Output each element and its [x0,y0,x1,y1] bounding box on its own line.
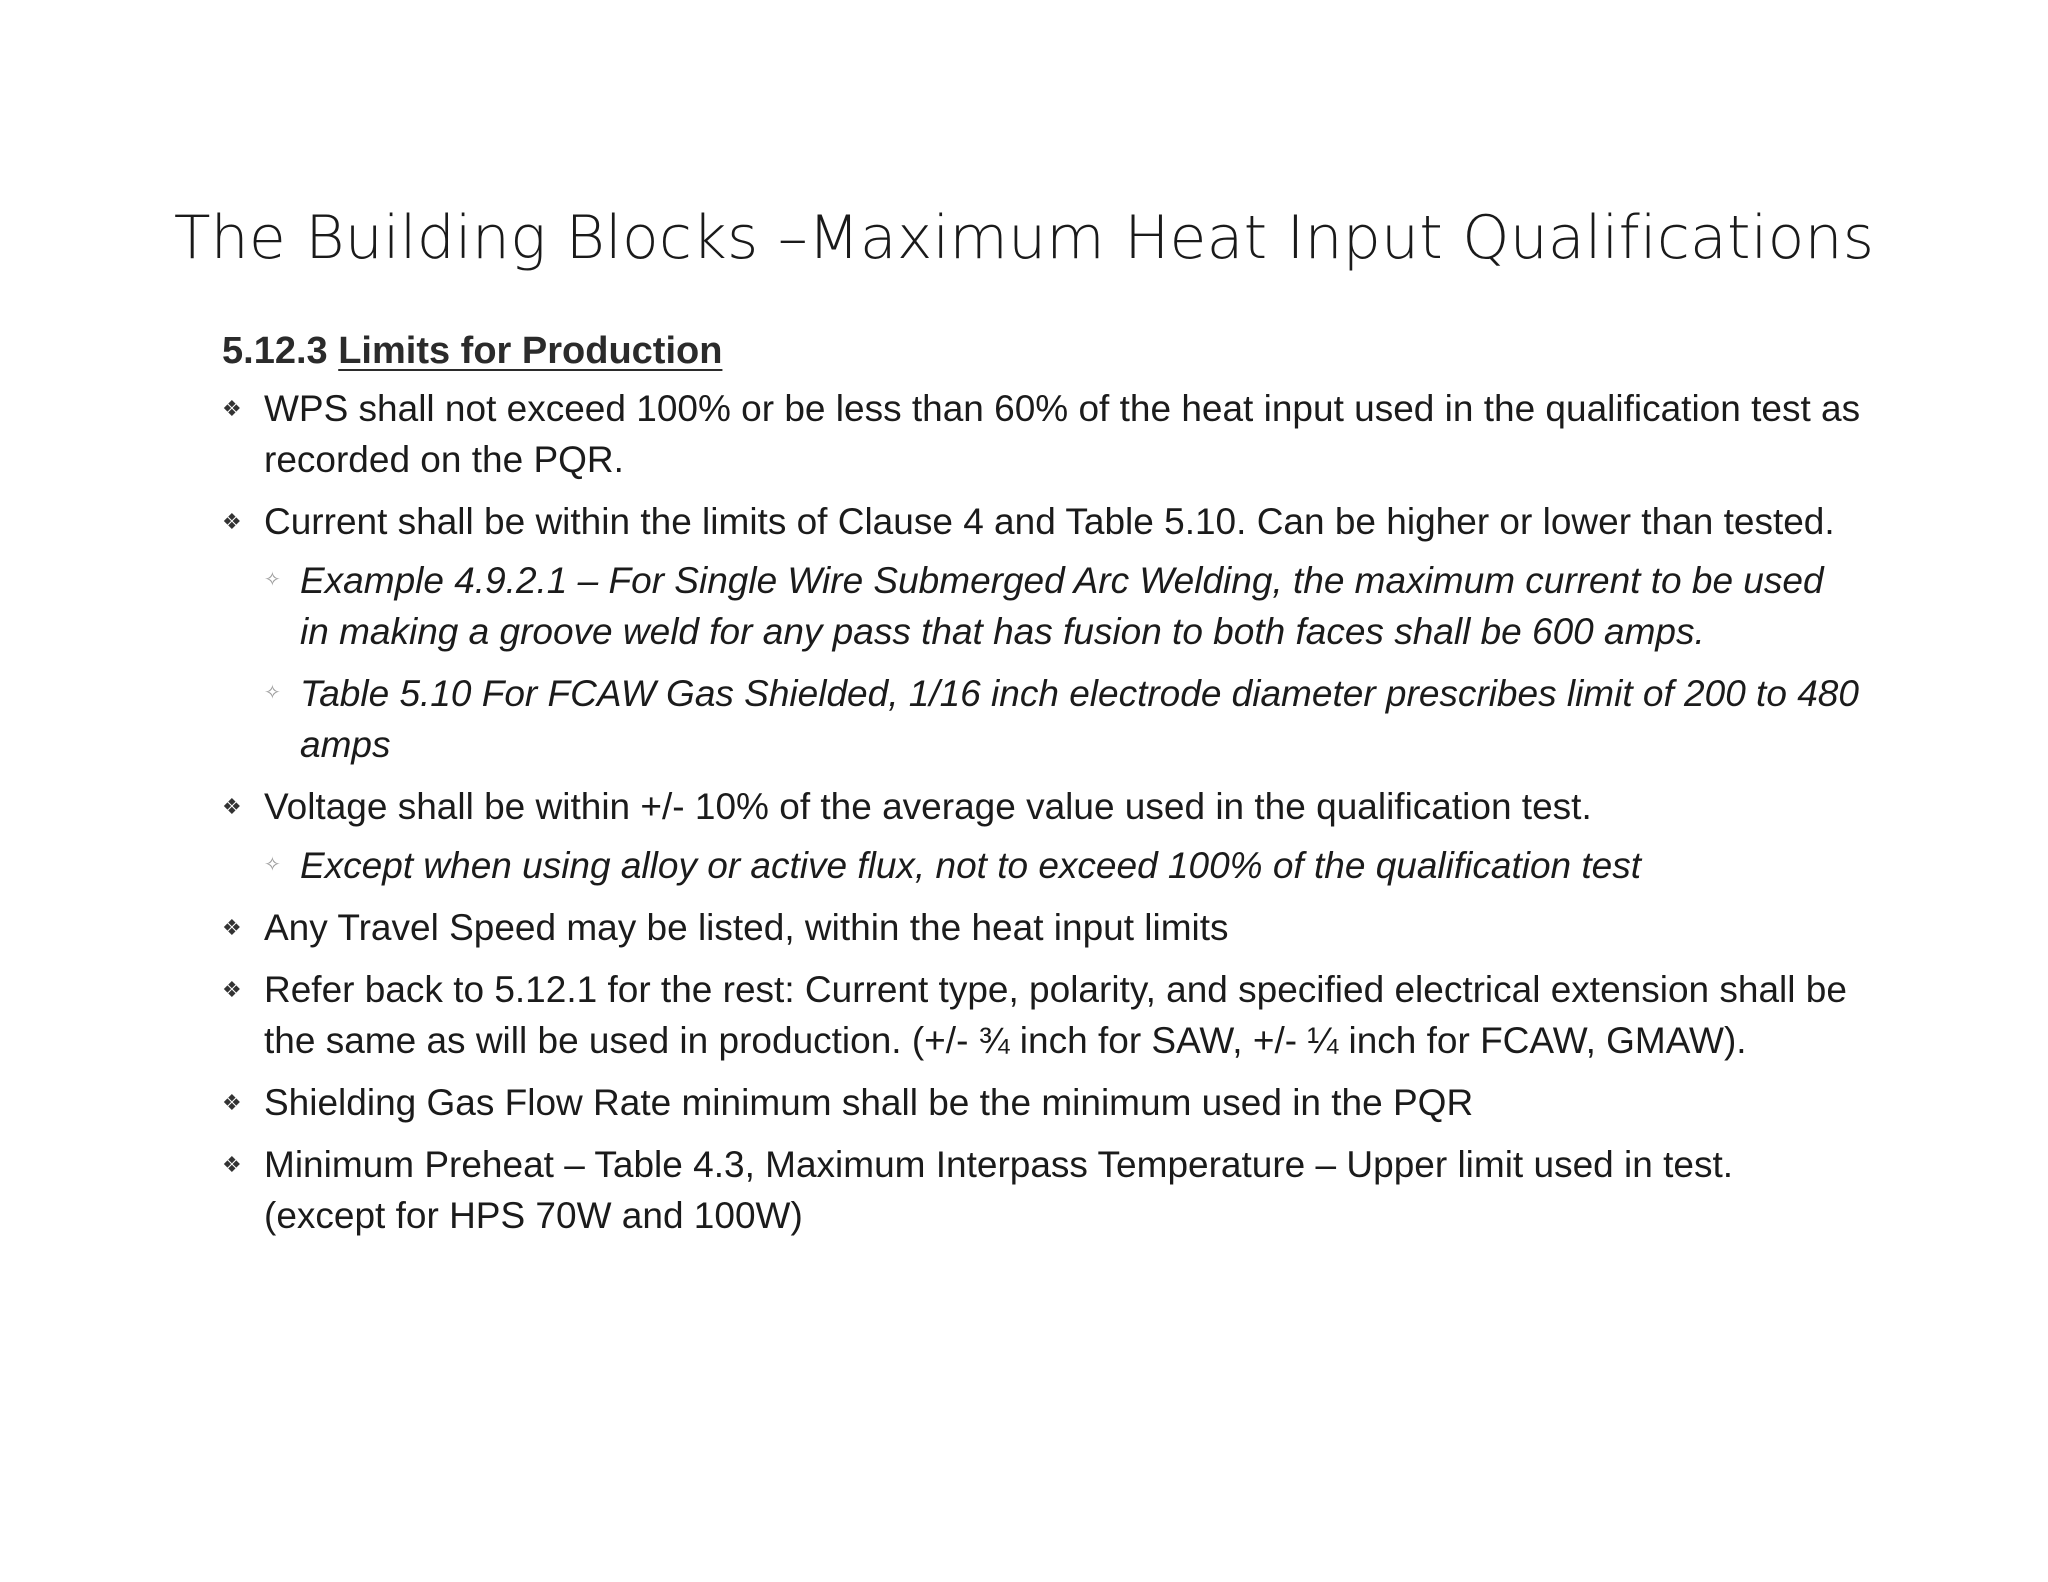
section-number: 5.12.3 [222,330,328,372]
sub-bullet-item [264,555,1862,657]
hollow-diamond-bullet-icon: ✧ [264,569,281,591]
bullet-item [222,383,1862,485]
bullet-text: Shielding Gas Flow Rate minimum shall be the minimum used in the PQR [264,1082,1474,1123]
sub-bullet-text: Example 4.9.2.1 – For Single Wire Submerged Arc Welding, the maximum current to be used in making a groove weld for any pass that has fusion to both faces shall be 600 amps. [300,560,1824,652]
sub-bullet-text: Table 5.10 For FCAW Gas Shielded, 1/16 inch electrode diameter prescribes limit of 200 to 480 amps [300,673,1859,765]
section-label: Limits for Production [338,330,723,372]
sub-bullet-text: Except when using alloy or active flux, not to exceed 100% of the qualification test [300,845,1642,886]
slide-content [222,325,1862,1252]
bullet-item [222,902,1862,953]
diamond-dots-bullet-icon: ❖ [222,915,242,940]
bullet-item [222,781,1862,891]
bullet-text: Any Travel Speed may be listed, within the heat input limits [264,907,1229,948]
diamond-dots-bullet-icon: ❖ [222,1090,242,1115]
bullet-item [222,1077,1862,1128]
bullet-item [222,496,1862,770]
sub-bullet-item [264,668,1862,770]
diamond-dots-bullet-icon: ❖ [222,1152,242,1177]
diamond-dots-bullet-icon: ❖ [222,794,242,819]
diamond-dots-bullet-icon: ❖ [222,977,242,1002]
bullet-text: Minimum Preheat – Table 4.3, Maximum Interpass Temperature – Upper limit used in test. (except for HPS 70W and 100W) [264,1144,1733,1236]
bullet-item [222,1139,1862,1241]
diamond-dots-bullet-icon: ❖ [222,509,242,534]
bullet-text: WPS shall not exceed 100% or be less than 60% of the heat input used in the qualification test as recorded on the PQR. [264,388,1861,480]
sub-bullet-item [264,840,1862,891]
bullet-text: Voltage shall be within +/- 10% of the average value used in the qualification test. [264,786,1592,827]
sub-bullet-list [264,840,1862,891]
slide-title: The Building Blocks –Maximum Heat Input Qualifications [173,203,1875,274]
bullet-list [222,383,1862,1241]
hollow-diamond-bullet-icon: ✧ [264,682,281,704]
bullet-text: Current shall be within the limits of Clause 4 and Table 5.10. Can be higher or lower than tested. [264,501,1835,542]
section-heading [222,325,1862,377]
hollow-diamond-bullet-icon: ✧ [264,854,281,876]
bullet-text: Refer back to 5.12.1 for the rest: Current type, polarity, and specified electrical extension shall be the same as will be used in production. (+/- ¾ inch for SAW, +/- ¼ inch for FCAW, GMAW). [264,969,1847,1061]
bullet-item [222,964,1862,1066]
sub-bullet-list [264,555,1862,770]
diamond-dots-bullet-icon: ❖ [222,396,242,421]
